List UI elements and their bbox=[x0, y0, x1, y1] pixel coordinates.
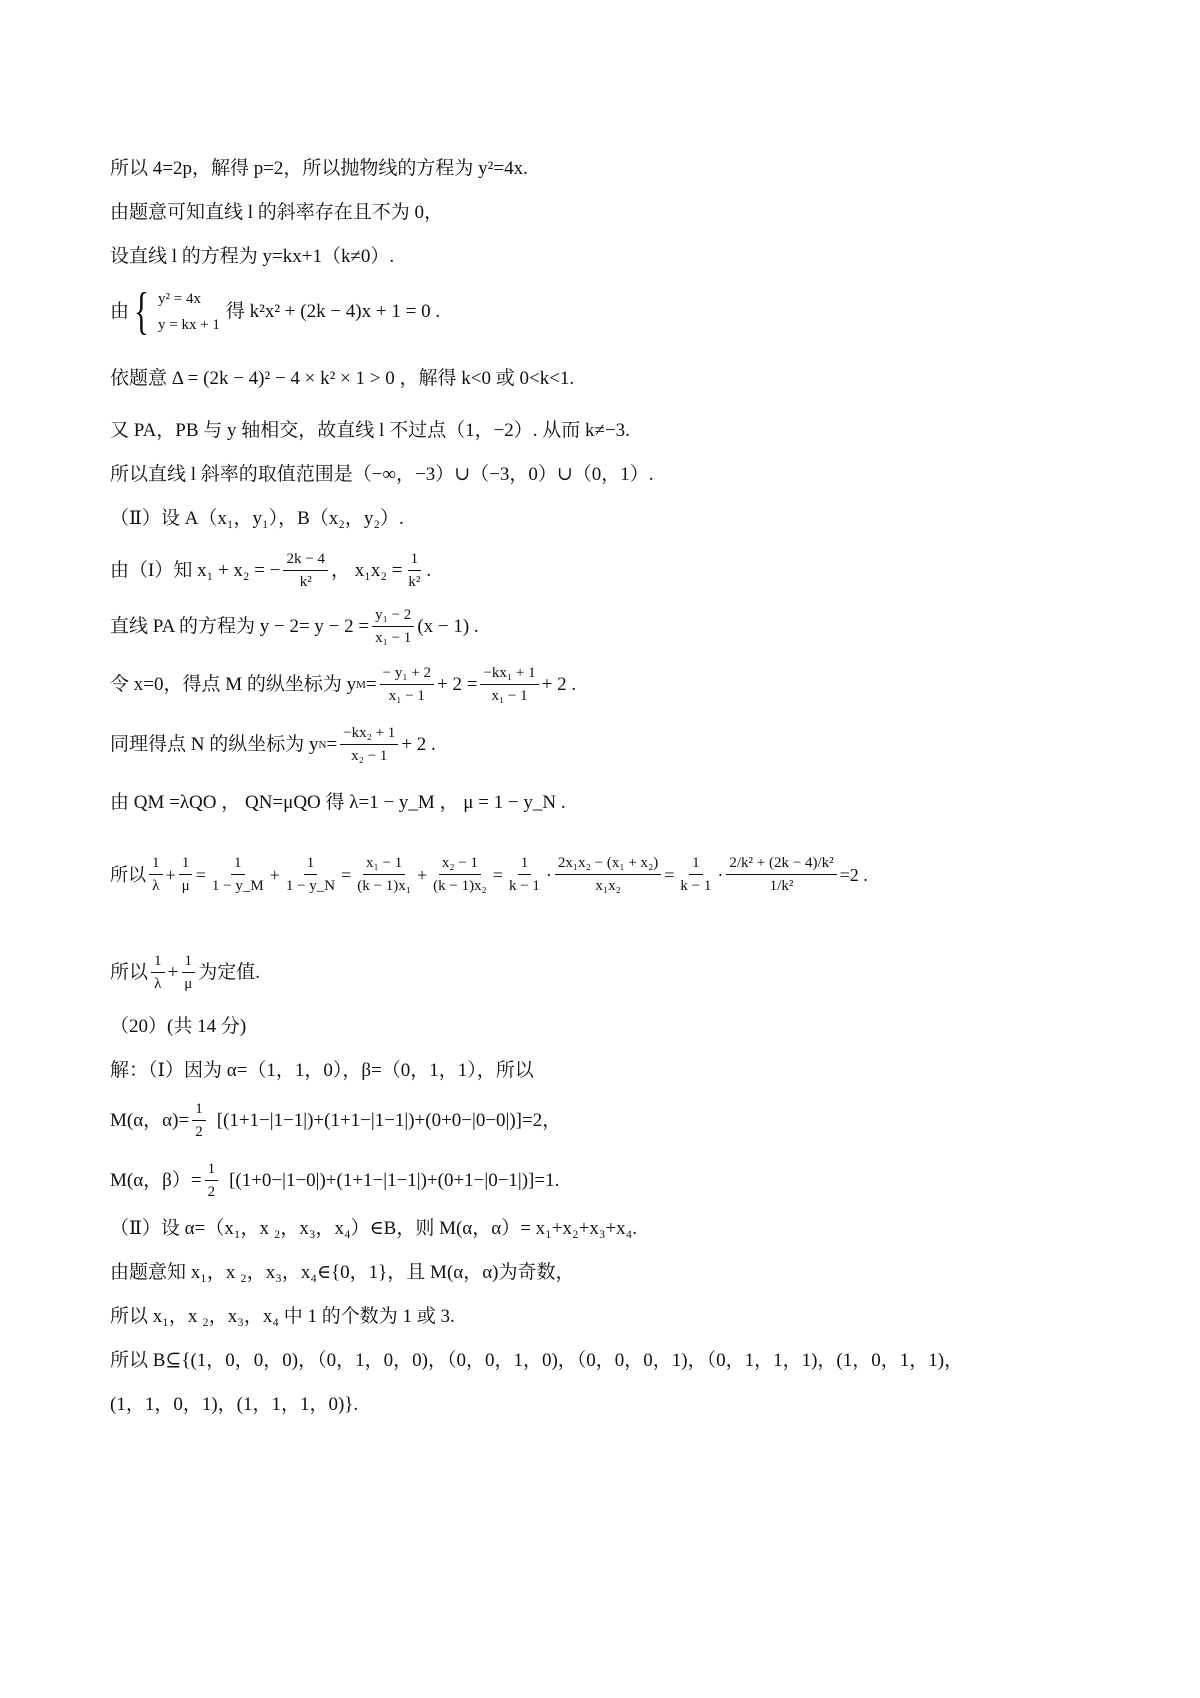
line-not-through-point: 又 PA，PB 与 y 轴相交，故直线 l 不过点（1，−2）. 从而 k≠−3. bbox=[110, 420, 630, 441]
denominator: k² bbox=[408, 574, 421, 590]
fraction-vieta-combo bbox=[555, 852, 661, 897]
denominator: 1 − y_M bbox=[211, 878, 264, 894]
yn-eq: = bbox=[326, 733, 338, 755]
vieta-mid: ， x₁x₂ = bbox=[330, 559, 403, 581]
fraction-sum bbox=[283, 548, 327, 593]
fraction-product bbox=[405, 548, 423, 593]
line-vieta bbox=[110, 548, 431, 593]
fraction-x1 bbox=[354, 852, 414, 897]
denominator: μ bbox=[181, 878, 190, 894]
denominator: (k − 1)x₂ bbox=[433, 878, 487, 894]
numerator: −kx₂ + 1 bbox=[340, 722, 398, 745]
denominator: (k − 1)x₁ bbox=[357, 878, 411, 894]
line-slope-range: 所以直线 l 斜率的取值范围是（−∞，−3）∪（−3，0）∪（0，1）. bbox=[110, 464, 654, 485]
fraction-complex bbox=[726, 852, 836, 897]
line-set-equation: 设直线 l 的方程为 y=kx+1（k≠0）. bbox=[110, 246, 395, 267]
denominator: k − 1 bbox=[508, 878, 540, 894]
line-parabola: 所以 4=2p，解得 p=2，所以抛物线的方程为 y²=4x. bbox=[110, 158, 528, 179]
numerator: 2k − 4 bbox=[283, 548, 327, 571]
maa-prefix: M(α，α)= bbox=[110, 1109, 190, 1131]
system-result: 得 k²x² + (2k − 4)x + 1 = 0 . bbox=[225, 301, 441, 322]
yn-prefix: 同理得点 N 的纵坐标为 y bbox=[110, 733, 319, 755]
line-odd-condition: 由题意知 x₁，x ₂，x₃，x₄∈{0，1}，且 M(α，α)为奇数， bbox=[110, 1262, 575, 1283]
numerator: 1 bbox=[205, 1158, 219, 1181]
numerator: 1 bbox=[151, 950, 165, 973]
ym-subscript: M bbox=[356, 678, 366, 691]
system-eq2: y = kx + 1 bbox=[157, 317, 220, 333]
fraction-1-lambda bbox=[149, 852, 163, 897]
fraction-x2 bbox=[430, 852, 490, 897]
line-ym bbox=[110, 662, 576, 707]
denominator: x₁x₂ bbox=[595, 878, 621, 894]
equation-system bbox=[158, 286, 220, 338]
ym-mid: + 2 = bbox=[437, 673, 478, 695]
numerator: 2/k² + (2k − 4)/k² bbox=[726, 852, 836, 875]
line-sum: 所以 $\frac{1}{\lambda}$ + $\frac{1}{\mu}$ = $\frac{1}{1 - y\_M}$ + $\frac{1}{1 - y\_N}$ = $\frac{\text{x₁ − 1}}{\text{(k − 1)x₁}}$ + $\frac{\text{x₂ − 1}}{\text{(k − 1)x₂}}$ = $\frac{1}{k - 1}$ · $\frac{\text{2x₁x₂ − (x₁ + x₂)}}{\text{x₁x₂}}$ = $\frac{1}{k - 1}$ · $\frac{\text{2/k² + (2k − 4)/k²}}{\text{1/k²}}$ =2 . bbox=[110, 852, 868, 897]
ym-end: + 2 . bbox=[541, 673, 577, 695]
fraction-ym-recip bbox=[209, 852, 267, 897]
fraction-yn-recip bbox=[283, 852, 338, 897]
denominator: μ bbox=[184, 976, 193, 992]
numerator: − y₁ + 2 bbox=[380, 662, 434, 685]
numerator: 1 bbox=[408, 548, 422, 571]
fraction-yn bbox=[340, 722, 398, 767]
line-count-ones: 所以 x₁，x ₂，x₃，x₄ 中 1 的个数为 1 或 3. bbox=[110, 1306, 455, 1327]
line-system bbox=[110, 283, 441, 340]
section-heading-20: （20）(共 14 分) bbox=[110, 1016, 247, 1037]
numerator: y₁ − 2 bbox=[372, 604, 414, 627]
denominator: 1/k² bbox=[769, 878, 794, 894]
mab-expression: [(1+0−|1−0|)+(1+1−|1−1|)+(0+1−|0−1|)]=1. bbox=[229, 1169, 560, 1191]
denominator: x₁ − 1 bbox=[491, 688, 528, 704]
system-prefix: 由 bbox=[110, 301, 130, 322]
numerator: x₂ − 1 bbox=[439, 852, 481, 875]
denominator: λ bbox=[152, 878, 160, 894]
ym-eq: = bbox=[365, 673, 377, 695]
line-set-b-cont: (1，1，0，1)，(1，1，1，0)}. bbox=[110, 1394, 359, 1415]
sum-end: =2 . bbox=[839, 864, 868, 885]
denominator: k² bbox=[299, 574, 312, 590]
numerator: 2x₁x₂ − (x₁ + x₂) bbox=[555, 852, 661, 875]
ym-prefix: 令 x=0，得点 M 的纵坐标为 y bbox=[110, 673, 357, 695]
fraction-half bbox=[205, 1158, 219, 1203]
denominator: λ bbox=[154, 976, 162, 992]
line-pa-equation bbox=[110, 604, 479, 649]
line-m-alpha-alpha bbox=[110, 1098, 561, 1143]
fraction-ym-1 bbox=[380, 662, 434, 707]
fraction-k bbox=[506, 852, 543, 897]
numerator: 1 bbox=[182, 950, 196, 973]
line-part2-set: （Ⅱ）设 A（x₁，y₁），B（x₂，y₂）. bbox=[110, 508, 404, 529]
numerator: 1 bbox=[518, 852, 532, 875]
fraction-pa bbox=[372, 604, 414, 649]
pa-suffix: (x − 1) . bbox=[417, 615, 479, 637]
line-set-b: 所以 B⊆{(1，0，0，0)，（0，1，0，0)，（0，0，1，0)，（0，0，0，1)，（0，1，1，1)，(1，0，1，1)， bbox=[110, 1350, 964, 1371]
line-yn bbox=[110, 722, 436, 767]
system-eq1: y² = 4x bbox=[157, 291, 201, 307]
denominator: 1 − y_N bbox=[285, 878, 336, 894]
denominator: 2 bbox=[195, 1124, 203, 1140]
denominator: k − 1 bbox=[680, 878, 712, 894]
const-prefix: 所以 bbox=[110, 961, 149, 983]
numerator: −kx₁ + 1 bbox=[480, 662, 538, 685]
fraction-1-mu bbox=[181, 950, 195, 995]
fraction-1-mu bbox=[179, 852, 193, 897]
line-part2-alpha: （Ⅱ）设 α=（x₁，x ₂，x₃，x₄）∈B，则 M(α，α）= x₁+x₂+x₃+x₄. bbox=[110, 1218, 638, 1239]
denominator: x₁ − 1 bbox=[388, 688, 425, 704]
numerator: x₁ − 1 bbox=[363, 852, 405, 875]
fraction-k-2 bbox=[677, 852, 714, 897]
pa-prefix: 直线 PA 的方程为 y − 2= y − 2 = bbox=[110, 615, 370, 637]
maa-expression: [(1+1−|1−1|)+(1+1−|1−1|)+(0+0−|0−0|)]=2， bbox=[216, 1109, 562, 1131]
numerator: 1 bbox=[179, 852, 193, 875]
numerator: 1 bbox=[689, 852, 703, 875]
mab-prefix: M(α，β）= bbox=[110, 1169, 202, 1191]
denominator: 2 bbox=[207, 1184, 216, 1200]
denominator: x₂ − 1 bbox=[351, 748, 388, 764]
sum-prefix: 所以 bbox=[110, 864, 146, 885]
numerator: 1 bbox=[192, 1098, 206, 1121]
yn-subscript: N bbox=[318, 738, 327, 751]
line-vectors: 由 QM =λQO ， QN=μQO 得 λ=1 − y_M ， μ = 1 − y_N . bbox=[110, 792, 566, 813]
fraction-1-lambda bbox=[151, 950, 165, 995]
line-m-alpha-beta bbox=[110, 1158, 559, 1203]
vieta-prefix: 由（I）知 x₁ + x₂ = − bbox=[110, 559, 281, 581]
numerator: 1 bbox=[231, 852, 245, 875]
brace-glyph: { bbox=[134, 283, 149, 340]
line-discriminant: 依题意 Δ = (2k − 4)² − 4 × k² × 1 > 0 ，解得 k<0 或 0<k<1. bbox=[110, 368, 575, 389]
const-suffix: 为定值. bbox=[198, 961, 261, 983]
yn-end: + 2 . bbox=[401, 733, 436, 755]
line-constant: 所以 $\frac{1}{\lambda}$ + $\frac{1}{\mu}$ 为定值. bbox=[110, 950, 260, 995]
line-slope-exists: 由题意可知直线 l 的斜率存在且不为 0， bbox=[110, 202, 444, 223]
numerator: 1 bbox=[149, 852, 163, 875]
vieta-end: . bbox=[426, 559, 432, 581]
fraction-ym-2 bbox=[480, 662, 538, 707]
denominator: x₁ − 1 bbox=[375, 630, 412, 646]
numerator: 1 bbox=[304, 852, 318, 875]
fraction-half bbox=[192, 1098, 206, 1143]
line-part1-intro: 解：（Ⅰ）因为 α=（1，1，0），β=（0，1，1），所以 bbox=[110, 1060, 534, 1081]
